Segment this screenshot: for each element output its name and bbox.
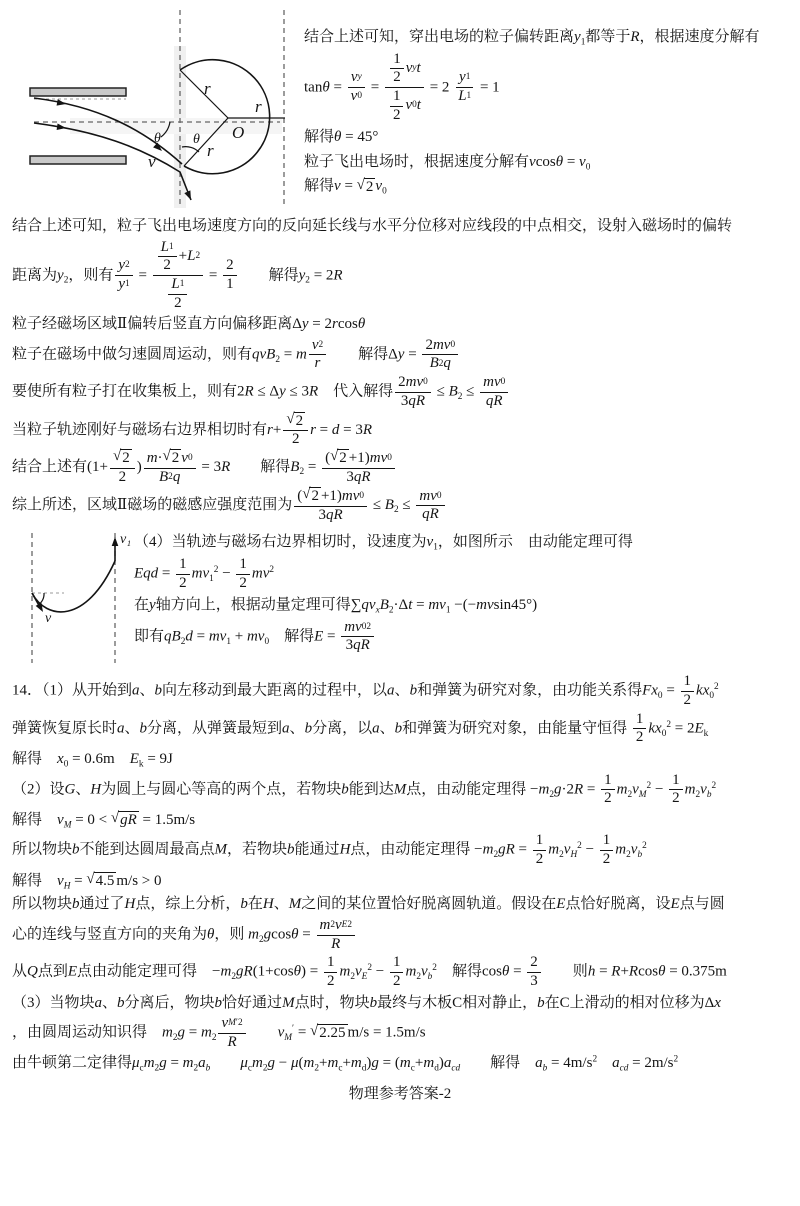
answer-line: 即有$qB_2d = mv_1 + mv_0$ 解得E = mv 0 2 3 qR xyxy=(134,619,788,655)
section-part4 xyxy=(12,525,788,667)
tangent-trajectory-diagram xyxy=(12,525,132,667)
section-q14-part3 xyxy=(12,992,788,1075)
v-label: v xyxy=(45,611,52,627)
radius-label-upper: r xyxy=(204,79,211,98)
answer-line: 所以物块b不能到达圆周最高点M，若物块b能通过H点，由动能定理得 $-m_2gR$ = $\frac{1}{2}$ $m_2v_H^2$ − $\frac{1}{2}$ $m_2v_b^2$ xyxy=(12,832,647,868)
answer-line: （2）设G、H为圆上与圆心等高的两个点，若物块b能到达M点，由动能定理得 $-m_2g\cdot 2R$ = $\frac{1}{2}$ $m_2v_M^2$ − $\frac{1}{2}$ $m_2v_b^2$ xyxy=(12,771,717,807)
answer-line: 弹簧恢复原长时a、b分离，从弹簧最短到a、b分离，以a、b和弹簧为研究对象，由能量守恒得 $\frac{1}{2}$ $kx_0^2 = 2E_k$ xyxy=(12,710,709,746)
answer-line: 粒子在磁场中做匀速圆周运动，则有qvB$_2$ = m v 2 r 解得Δy = 2 mv 0 B 2 q xyxy=(12,337,788,373)
answer-line: 从Q点到E点由动能定理可得 $-m_2gR(1+\cos\theta)$ = $\frac{1}{2}$ $m_2v_E^2$ − $\frac{1}{2}$ $m_2v_b^2$ 解得cosθ = $\frac{2}{3}$ 则h = R+Rcosθ = 0.375m xyxy=(12,954,727,989)
answer-line: 距离为$y_2$，则有 y 2 y 1 = L 1 2 + L 2 L 1 2 = $\frac{2}{1}$ 解得$y_2 = 2R$ xyxy=(12,238,343,311)
answer-line: ，由圆周运动知识得 $m_2g = m_2$ v M ′2 R $v_M'$ = √ 2.25 m/s = 1.5m/s xyxy=(12,1015,426,1050)
velocity-label: v xyxy=(148,152,156,171)
curved-trajectory xyxy=(32,561,115,612)
answer-line: Eqd = $\frac{1}{2}$ $mv_1^2$ − $\frac{1}{2}$ $mv^2$ xyxy=(134,555,275,591)
theta-label-2: θ xyxy=(193,132,200,147)
page-footer: 物理参考答案-2 xyxy=(348,1085,452,1102)
answer-line: 粒子飞出电场时，根据速度分解有$vcos\theta = v_0$ xyxy=(304,153,591,172)
theta-label-1: θ xyxy=(154,131,161,146)
answer-line: 粒子经磁场区域Ⅱ偏转后竖直方向偏移距离Δy = 2rcosθ xyxy=(12,316,366,333)
answer-line: 综上所述，区域Ⅱ磁场的磁感应强度范围为 ( √ 2 +1) mv 0 3 qR ≤ $B_2$ ≤ mv 0 qR xyxy=(12,487,788,524)
answer-line: 结合上述可知，粒子飞出电场速度方向的反向延长线与水平分位移对应线段的中点相交，设射入磁场时的偏转 xyxy=(12,218,733,234)
capacitor-top-plate xyxy=(30,88,126,96)
answer-line: 解得θ = 45° xyxy=(304,129,379,146)
answer-line: 解得 $v_M = 0$ < √ gR = 1.5m/s xyxy=(12,810,196,831)
answer-line: 结合上述有(1+ √ 2 2 ) m · √ 2 v 0 B 2 q = 3R 解得$B_2$ = ( √ 2 +1) mv 0 3 qR xyxy=(12,449,788,486)
answer-line: 解得 $v_H$ = √ 4.5 m/s > 0 xyxy=(12,871,162,892)
circle-center-label: O xyxy=(232,123,245,142)
field-circle-diagram xyxy=(12,4,302,209)
section-q14-part2 xyxy=(12,772,788,991)
radius-label-lower: r xyxy=(207,141,214,160)
answer-line: 当粒子轨迹刚好与磁场右边界相切时有r+ √ 2 2 r = d = 3R xyxy=(12,410,373,447)
section-deflection xyxy=(12,215,788,312)
answer-line: 14．（1）从开始到a、b向左移动到最大距离的过程中，以a、b和弹簧为研究对象，由功能关系得$Fx_0$ = $\frac{1}{2}$ $kx_0^2$ xyxy=(12,673,719,708)
answer-line: 要使所有粒子打在收集板上，则有2R ≤ Δy ≤ 3R 代入解得 2 mv 0 3 qR ≤ $B_2$ ≤ mv 0 qR xyxy=(12,374,788,410)
answer-line: 心的连线与竖直方向的夹角为θ，则 $m_2gcos\theta$ = m 2 v E 2 R xyxy=(12,917,788,953)
answer-line: 由牛顿第二定律得$\mu_cm_2g = m_2a_b$ $\mu_cm_2g - \mu(m_2+m_c+m_d)g = (m_c+m_d)a_{cd}$ 解得 $a_b = 4m/s^2$ $a_{cd} = 2m/s^2$ xyxy=(12,1054,679,1074)
answer-line: 所以物块b通过了H点，综上分析，b在H、M之间的某位置恰好脱离圆轨道。假设在E点恰好脱离，设E点与圆 xyxy=(12,896,725,913)
answer-line: tanθ = v y v 0 = $\frac{1}{2}$ v y t $\frac{1}{2}$ v 0 t = 2 y 1 L 1 = 1 xyxy=(304,50,500,123)
answer-line: 在y轴方向上，根据动量定理可得$\sum qv_xB_2\cdot\Delta t = mv_1 -(-mvsin45^\circ)$ xyxy=(134,597,538,616)
section-magnetic-field xyxy=(12,313,788,524)
answer-line: 解得 $x_0 = 0.6m$ $E_k = 9J$ xyxy=(12,751,173,770)
answer-line: 结合上述可知，穿出电场的粒子偏转距离$y_1$都等于R，根据速度分解有 xyxy=(304,29,760,48)
answer-line: 解得v = √ 2 $v_0$ xyxy=(304,176,387,197)
answer-line: （4）当轨迹与磁场右边界相切时，设速度为$v_1$，如图所示 由动能定理可得 xyxy=(134,534,633,553)
radius-label-right: r xyxy=(255,97,262,116)
answer-line: （3）当物块a、b分离后，物块b恰好通过M点时，物块b最终与木板C相对静止，b在C上滑动的相对位移为Δx xyxy=(12,994,721,1011)
section-q14-part1 xyxy=(12,673,788,770)
section-field-exit xyxy=(12,4,788,209)
magnetic-region-circle xyxy=(180,60,270,174)
capacitor-bottom-plate xyxy=(30,156,126,164)
v1-label: v₁ xyxy=(120,532,132,548)
